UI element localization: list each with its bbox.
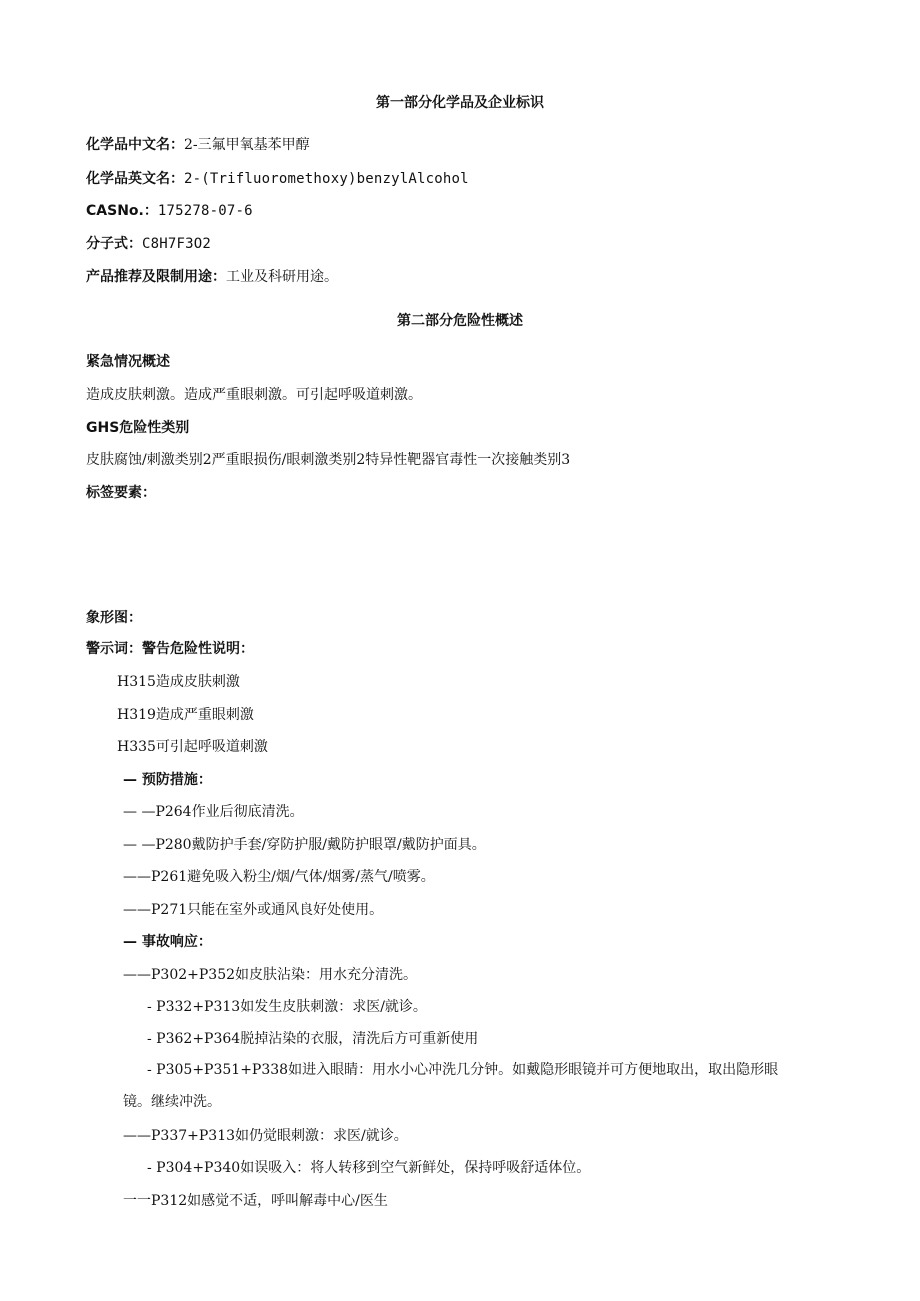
formula-value: C8H7F3O2	[142, 236, 212, 252]
prevention-heading: — 预防措施：	[123, 772, 212, 788]
formula-line	[86, 235, 211, 253]
hazard-statement: H335可引起呼吸道刺激	[117, 739, 268, 755]
use-label: 产品推荐及限制用途：	[86, 269, 226, 285]
section2-title: 第二部分危险性概述	[397, 313, 523, 329]
emergency-text: 造成皮肤刺激。造成严重眼刺激。可引起呼吸道刺激。	[86, 387, 422, 403]
response-item: ——P302+P352如皮肤沾染：用水充分清洗。	[123, 967, 418, 983]
cas-value: 175278-07-6	[157, 203, 253, 219]
hazard-statement: H315造成皮肤刺激	[117, 674, 240, 690]
response-item: - P305+P351+P338如进入眼睛：用水小心冲洗几分钟。如戴隐形眼镜并可方便地取出，取出隐形眼	[147, 1062, 779, 1078]
response-heading: — 事故响应：	[123, 934, 212, 950]
ghs-text: 皮肤腐蚀/刺激类别2严重眼损伤/眼刺激类别2特异性靶器官毒性一次接触类别3	[86, 452, 571, 468]
signal-word: 警示词：警告危险性说明：	[86, 641, 254, 657]
cn-name-line	[86, 136, 310, 154]
cn-name-value: 2-三氟甲氧基苯甲醇	[184, 137, 310, 153]
use-value: 工业及科研用途。	[226, 269, 338, 285]
emergency-heading: 紧急情况概述	[86, 354, 170, 370]
cn-name-label: 化学品中文名：	[86, 137, 184, 153]
en-name-label: 化学品英文名：	[86, 171, 184, 187]
hazard-statement: H319造成严重眼刺激	[117, 707, 254, 723]
pictogram-label: 象形图：	[86, 610, 142, 626]
label-elements: 标签要素：	[86, 485, 156, 501]
response-item: - P304+P340如误吸入：将人转移到空气新鲜处，保持呼吸舒适体位。	[147, 1160, 591, 1176]
en-name-line	[86, 170, 469, 188]
response-item-continued: 镜。继续冲洗。	[123, 1094, 221, 1110]
prevention-item: ——P271只能在室外或通风良好处使用。	[123, 902, 384, 918]
section1-title: 第一部分化学品及企业标识	[376, 95, 544, 111]
cas-line	[86, 202, 253, 220]
prevention-item: ——P261避免吸入粉尘/烟/气体/烟雾/蒸气/喷雾。	[123, 869, 435, 885]
response-item: - P332+P313如发生皮肤刺激：求医/就诊。	[147, 999, 427, 1015]
prevention-item: — —P264作业后彻底清洗。	[123, 804, 304, 820]
response-item: 一一P312如感觉不适，呼叫解毒中心/医生	[123, 1193, 388, 1209]
response-item: ——P337+P313如仍觉眼刺激：求医/就诊。	[123, 1128, 408, 1144]
cas-label: CASNo.：	[86, 203, 158, 219]
en-name-value: 2-(Trifluoromethoxy)benzylAlcohol	[184, 171, 469, 187]
response-item: - P362+P364脱掉沾染的衣服，清洗后方可重新使用	[147, 1031, 479, 1047]
formula-label: 分子式：	[86, 236, 142, 252]
ghs-heading: GHS危险性类别	[86, 420, 190, 436]
use-line	[86, 268, 338, 286]
prevention-item: — —P280戴防护手套/穿防护服/戴防护眼罩/戴防护面具。	[123, 837, 486, 853]
